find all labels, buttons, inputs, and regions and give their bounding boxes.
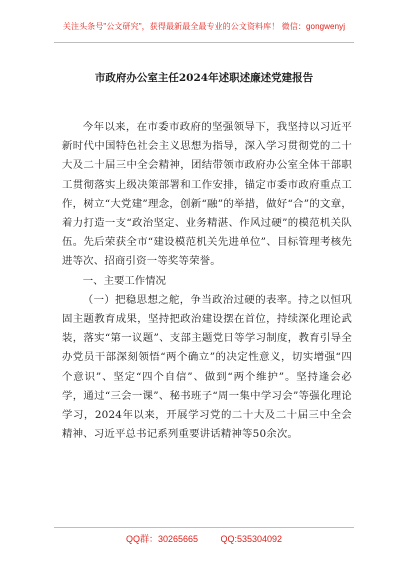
document-body: [62, 118, 352, 444]
intro-paragraph: 今年以来，在市委市政府的坚强领导下，我坚持以习近平新时代中国特色社会主义思想为指导，深入学习贯彻党的二十大及二十届三中全会精神，团结带领市政府办公室全体干部职工贯彻落实上级决策部署和工作安排，锚定市委市政府重点工作，树立“大党建”理念，创新“融”的举措，做好“合”的文章，着力打造一支“政治坚定、业务精湛、作风过硬”的模范机关队伍。先后荣获全市“建设模范机关先进单位”、目标管理考核先进等次、招商引资一等奖等荣誉。: [62, 121, 352, 268]
footer-qq-number: QQ:535304092: [220, 534, 283, 544]
section-heading: 一、主要工作情况: [82, 274, 166, 287]
header-divider: [54, 42, 354, 43]
document-title: 市政府办公室主任2024年述职述廉述党建报告: [94, 72, 314, 84]
footer-divider: [54, 527, 354, 528]
footer-contact: [0, 532, 408, 545]
section-paragraph: （一）把稳思想之舵，争当政治过硬的表率。持之以恒巩固主题教育成果，坚持把政治建设摆在首位，持续深化理论武装，落实“第一议题”、支部主题党日等学习制度，教育引导全办党员干部深刻领悟“两个确立”的决定性意义，切实增强“四个意识”、坚定“四个自信”、做到“两个维护”。坚持逢会必学，通过“三会一课”、秘书班子“周一集中学习会”等强化理论学习，2024年以来，开展学习党的二十大及二十届三中全会精神、习近平总书记系列重要讲话精神等50余次。: [62, 293, 352, 441]
footer-qq-group: QQ群：30265665: [125, 534, 198, 544]
header-note: 关注头条号"公文研究"，获得最新最全最专业的公文资料库！ 微信：gongwenyj: [62, 22, 346, 31]
